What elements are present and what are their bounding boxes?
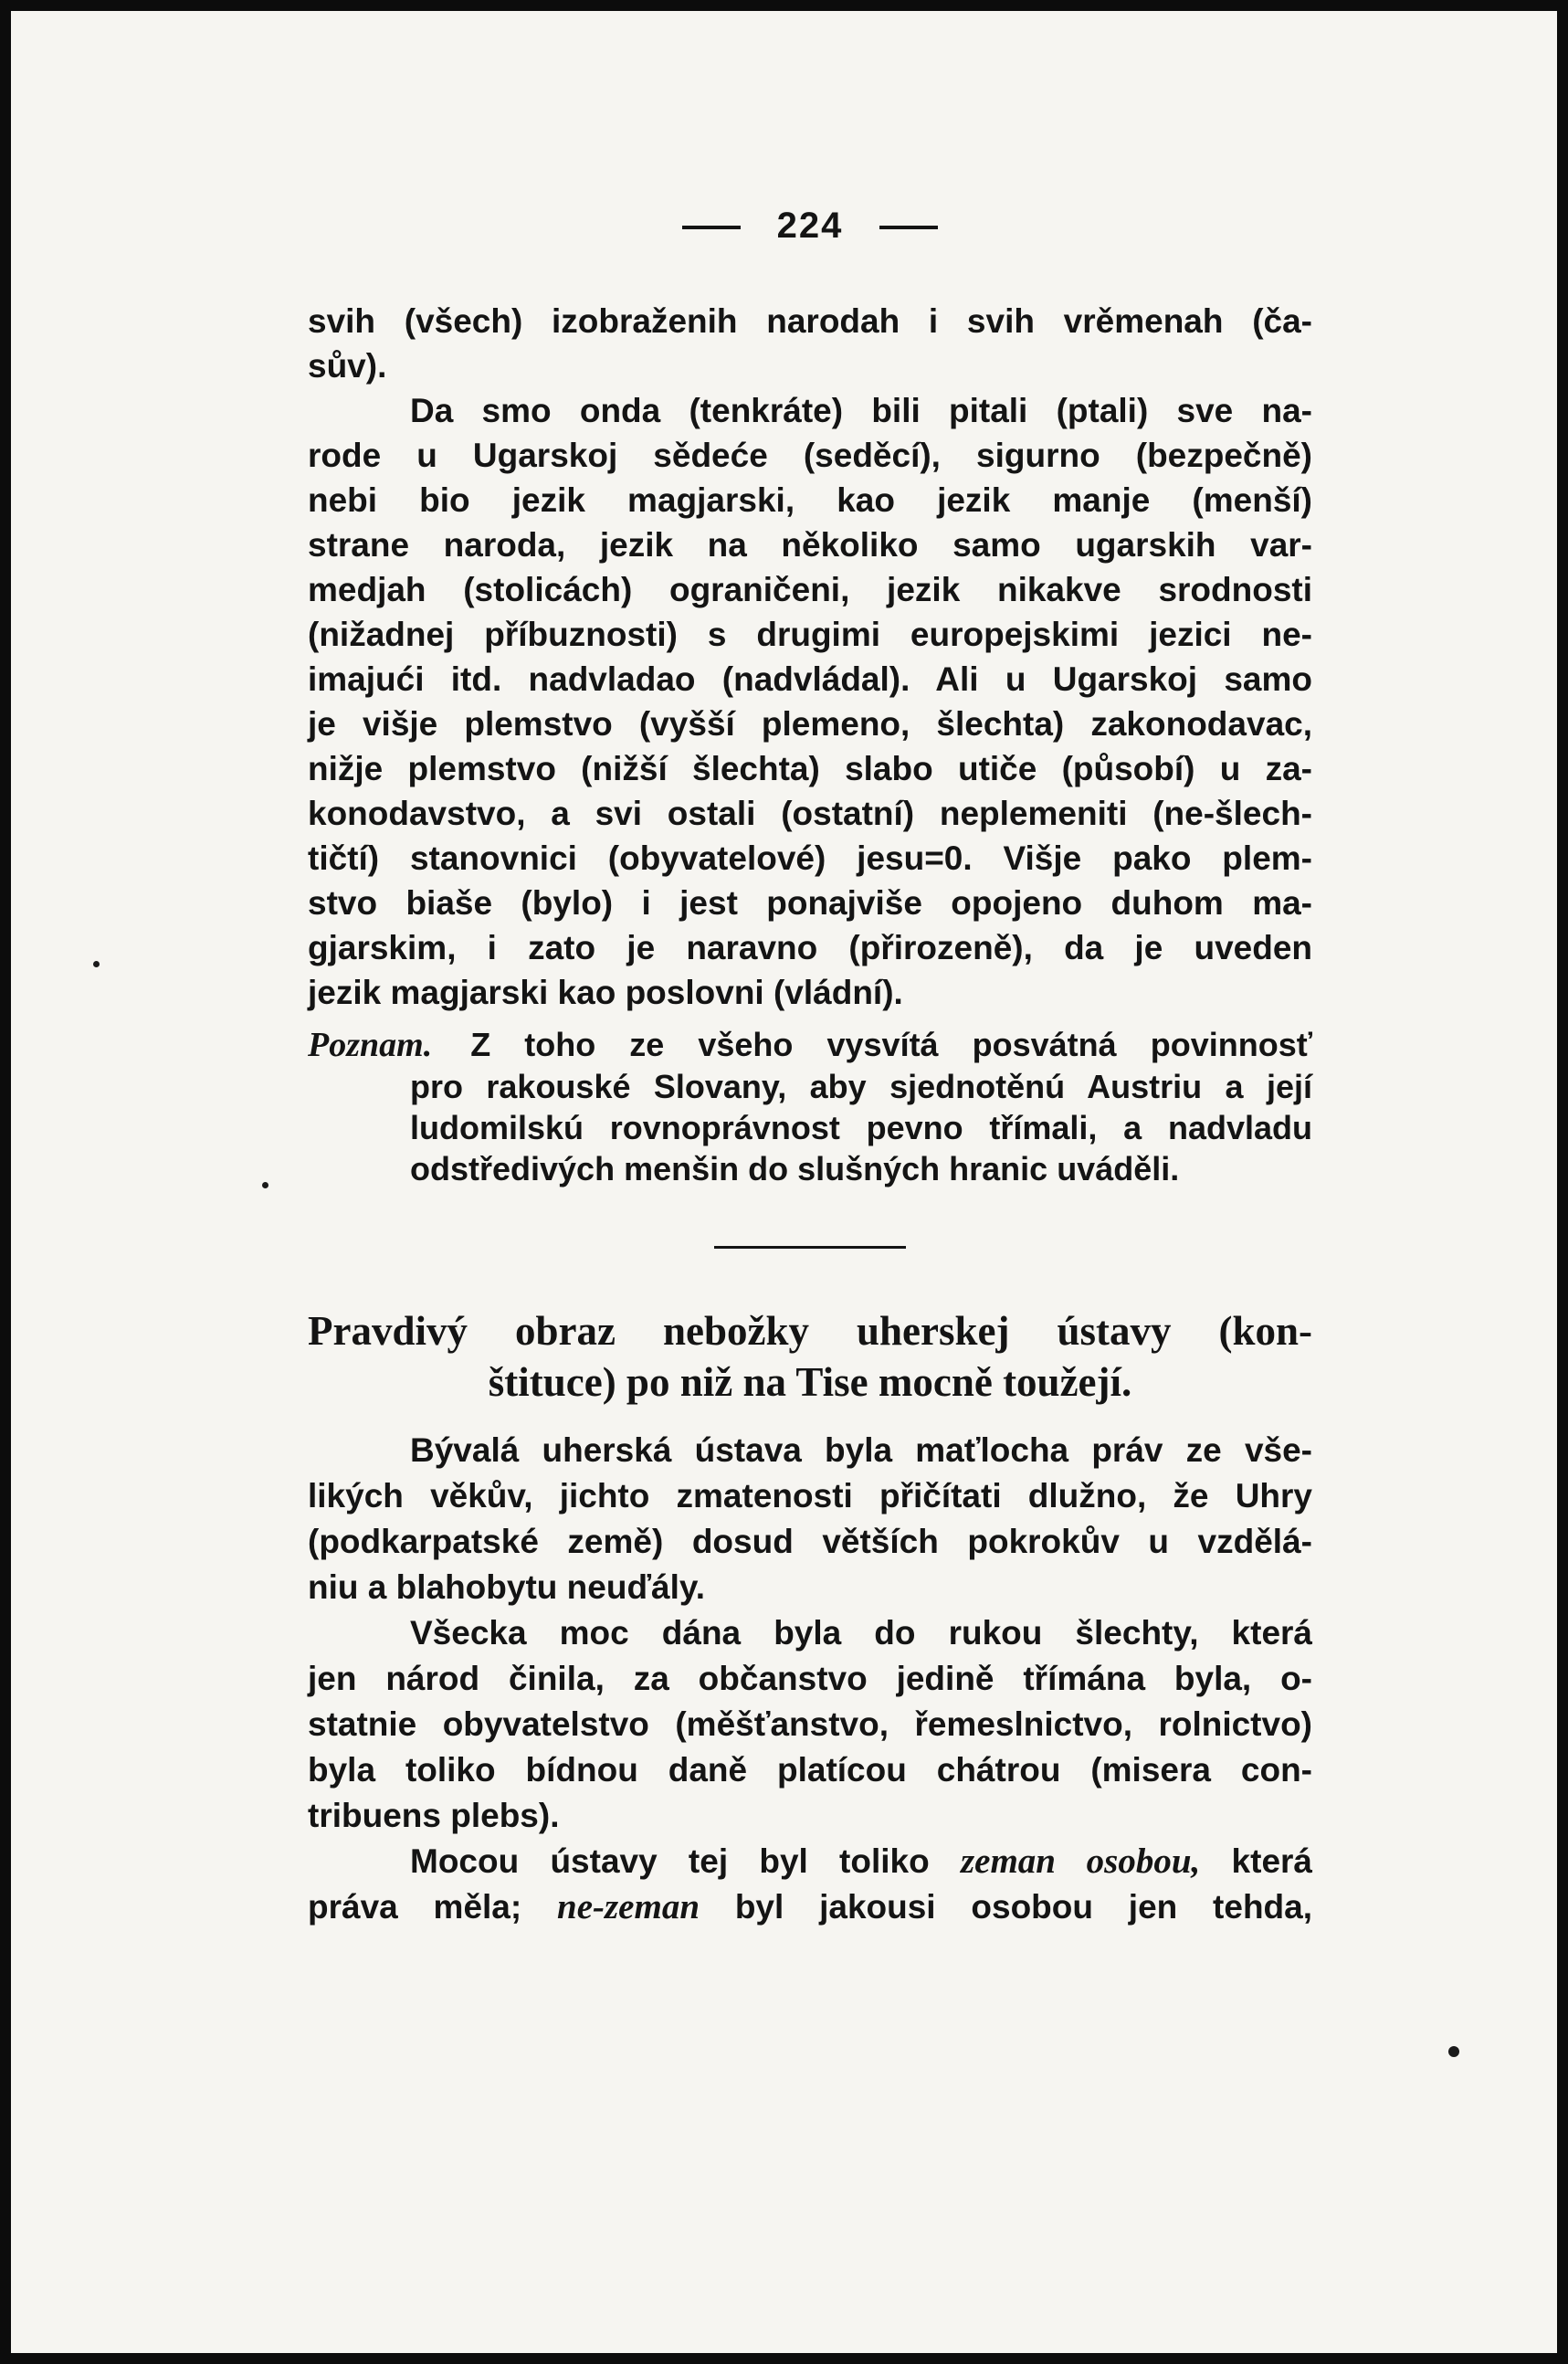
text-line: stvo biaše (bylo) i jest ponajviše opojeno duhom ma- xyxy=(308,884,1312,922)
heading-line: Pravdivý obraz nebožky uherskej ústavy (kon- xyxy=(308,1308,1312,1354)
paragraph-3 xyxy=(308,1428,1312,1610)
text-line: (podkarpatské země) dosud větších pokrokův u vzdělá- xyxy=(308,1523,1312,1560)
text-line: jezik magjarski kao poslovni (vládní). xyxy=(308,974,903,1011)
note-line: pro rakouské Slovany, aby sjednotěnú Austriu a její xyxy=(410,1068,1312,1105)
scan-speck xyxy=(93,961,100,967)
note-text: Z toho ze všeho vysvítá posvátná povinnosť xyxy=(470,1026,1312,1063)
text-line: likých věkův, jichto zmatenosti přičítati dlužno, že Uhry xyxy=(308,1477,1312,1514)
paragraph-2 xyxy=(308,388,1312,1015)
paragraph-1 xyxy=(308,299,1312,388)
text-line: Da smo onda (tenkráte) bili pitali (ptali) sve na- xyxy=(410,392,1312,429)
section-heading xyxy=(308,1305,1312,1408)
scan-speck xyxy=(1448,2046,1459,2057)
italic-term: ne-zeman xyxy=(557,1887,700,1926)
text-line xyxy=(308,1884,1312,1930)
page-number: 224 xyxy=(776,206,844,246)
text-run: byl jakousi osobou jen tehda, xyxy=(734,1888,1313,1926)
text-line: (nižadnej příbuznosti) s drugimi europejskimi jezici ne- xyxy=(308,616,1312,653)
text-line: strane naroda, jezik na několiko samo ugarskih var- xyxy=(308,526,1312,564)
note-line: ludomilskú rovnoprávnost pevno třímali, a nadvladu xyxy=(410,1109,1312,1146)
italic-term: zeman osobou, xyxy=(960,1842,1201,1881)
right-dash xyxy=(879,226,938,229)
paragraph-5 xyxy=(308,1839,1312,1930)
footnote xyxy=(308,1024,1312,1189)
left-dash xyxy=(682,226,741,229)
text-line: tičtí) stanovnici (obyvatelové) jesu=0. Višje pako plem- xyxy=(308,839,1312,877)
text-line: svih (všech) izobraženih narodah i svih vrěmenah (ča- xyxy=(308,302,1312,340)
text-run: práva měla; xyxy=(308,1888,522,1926)
text-run: která xyxy=(1231,1842,1312,1880)
text-line: je višje plemstvo (vyšší plemeno, šlechta) zakonodavac, xyxy=(308,705,1312,743)
text-line: sův). xyxy=(308,347,387,385)
text-run: Mocou ústavy tej byl toliko xyxy=(410,1842,930,1880)
text-line: rode u Ugarskoj sědeće (seděcí), sigurno (bezpečně) xyxy=(308,437,1312,474)
text-line: statnie obyvatelstvo (měšťanstvo, řemeslnictvo, rolnictvo) xyxy=(308,1705,1312,1743)
page-number-header xyxy=(308,198,1312,253)
text-line: nižje plemstvo (nižší šlechta) slabo utiče (působí) u za- xyxy=(308,750,1312,787)
heading-line: štituce) po niž na Tise mocně toužejí. xyxy=(488,1359,1132,1405)
paragraph-4 xyxy=(308,1610,1312,1839)
text-line xyxy=(308,1839,1312,1884)
note-first-line xyxy=(308,1024,1312,1066)
text-line: konodavstvo, a svi ostali (ostatní) neplemeniti (ne-šlech- xyxy=(308,795,1312,832)
note-label: Poznam. xyxy=(308,1026,433,1064)
text-line: tribuens plebs). xyxy=(308,1797,560,1834)
page-content xyxy=(308,198,1312,1930)
text-line: imajući itd. nadvladao (nadvládal). Ali u Ugarskoj samo xyxy=(308,660,1312,698)
book-page xyxy=(11,11,1557,2353)
scan-speck xyxy=(262,1182,268,1188)
note-line: odstředivých menšin do slušných hranic uváděli. xyxy=(410,1150,1180,1187)
section-divider xyxy=(714,1246,906,1249)
text-line: medjah (stolicách) ograničeni, jezik nikakve srodnosti xyxy=(308,571,1312,608)
text-line: gjarskim, i zato je naravno (přirozeně), da je uveden xyxy=(308,929,1312,966)
text-line: Bývalá uherská ústava byla maťlocha práv ze vše- xyxy=(410,1431,1312,1469)
text-line: niu a blahobytu neuďály. xyxy=(308,1568,706,1606)
text-line: jen národ činila, za občanstvo jedině třímána byla, o- xyxy=(308,1660,1312,1697)
text-line: byla toliko bídnou daně platícou chátrou (misera con- xyxy=(308,1751,1312,1789)
text-line: Všecka moc dána byla do rukou šlechty, která xyxy=(410,1614,1312,1652)
text-line: nebi bio jezik magjarski, kao jezik manje (menší) xyxy=(308,481,1312,519)
